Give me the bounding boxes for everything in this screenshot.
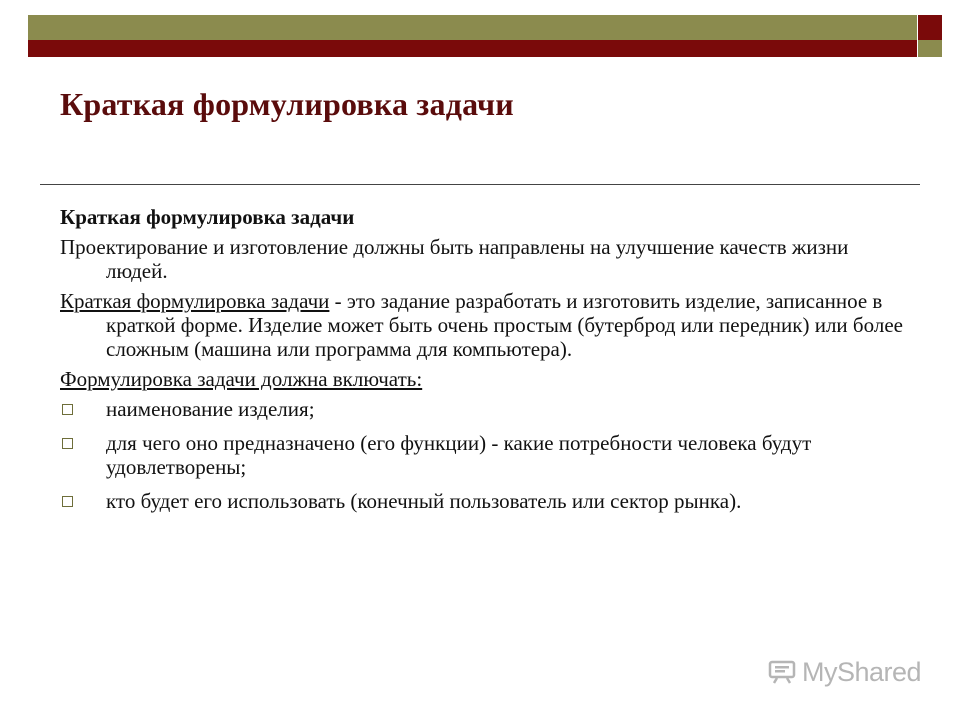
maroon-band bbox=[28, 40, 918, 57]
list-item-text: наименование изделия; bbox=[106, 397, 315, 421]
paragraph-2 bbox=[60, 289, 910, 361]
list-item bbox=[60, 431, 910, 479]
list-item-text: для чего оно предназначено (его функции) - какие потребности человека будут bbox=[106, 431, 812, 455]
title-divider bbox=[40, 184, 920, 185]
square-bullet-icon bbox=[62, 404, 73, 415]
corner-block-maroon bbox=[918, 15, 942, 40]
watermark-logo bbox=[768, 654, 921, 690]
presentation-board-icon bbox=[768, 660, 796, 684]
square-bullet-icon bbox=[62, 496, 73, 507]
paragraph-1: Проектирование и изготовление должны быть направлены на улучшение качеств жизни людей. bbox=[60, 235, 849, 283]
paragraph-2-text: - это задание разработать и изготовить изделие, записанное в краткой форме. Изделие может быть очень простым (бутерброд или передник) или более сложным (машина или программа для компьютера). bbox=[106, 289, 903, 361]
square-bullet-icon bbox=[62, 438, 73, 449]
list-item bbox=[60, 397, 910, 421]
list-item-text: кто будет его использовать (конечный пользователь или сектор рынка). bbox=[106, 489, 742, 513]
paragraph-3-term: Формулировка задачи должна включать: bbox=[60, 367, 423, 391]
list-item bbox=[60, 489, 910, 513]
olive-band bbox=[28, 15, 918, 40]
paragraph-2-term: Краткая формулировка задачи bbox=[60, 289, 330, 313]
top-decorative-bar bbox=[28, 15, 918, 58]
bullet-list bbox=[60, 397, 910, 513]
list-item-text-continued: удовлетворены; bbox=[106, 455, 247, 479]
slide-title: Краткая формулировка задачи bbox=[60, 86, 514, 122]
corner-block-olive bbox=[918, 40, 942, 57]
watermark-text: MyShared bbox=[802, 656, 922, 687]
slide-content bbox=[60, 205, 910, 523]
paragraph-3 bbox=[60, 367, 910, 391]
content-heading: Краткая формулировка задачи bbox=[60, 205, 355, 229]
